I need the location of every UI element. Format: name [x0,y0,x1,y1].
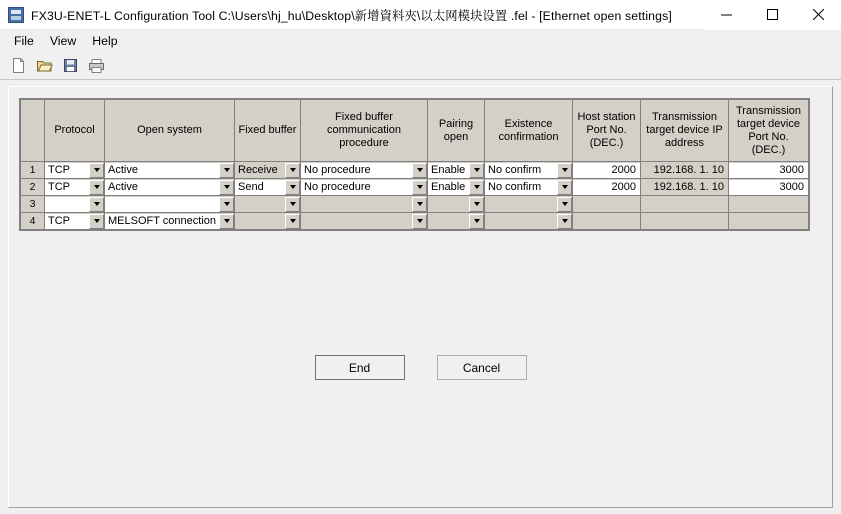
target-port-value: 3000 [779,163,804,176]
menu-item-file[interactable]: File [14,33,34,48]
chevron-down-icon[interactable] [469,214,484,229]
print-icon[interactable] [84,55,108,77]
cell-fixed-buffer[interactable] [235,179,301,196]
chevron-down-icon[interactable] [89,180,104,195]
chevron-down-icon[interactable] [469,180,484,195]
chevron-down-icon[interactable] [219,180,234,195]
client-area [0,80,841,514]
target-ip-value: 192.168. 1. 10 [653,163,724,176]
table-row [21,196,809,213]
cell-host-port[interactable] [573,196,641,213]
procedure-value: No procedure [304,163,371,176]
cell-procedure[interactable] [301,179,428,196]
header-protocol: Protocol [45,100,105,162]
ethernet-open-settings-grid [19,98,810,231]
settings-panel [8,86,833,508]
cell-target-ip[interactable] [641,213,729,230]
fixed-buffer-value: Send [238,180,264,193]
app-icon [5,4,27,26]
cell-fixed-buffer[interactable] [235,162,301,179]
save-icon[interactable] [58,55,82,77]
cell-protocol[interactable] [45,196,105,213]
chevron-down-icon[interactable] [412,197,427,212]
chevron-down-icon[interactable] [557,197,572,212]
chevron-down-icon[interactable] [285,197,300,212]
cell-existence-confirmation[interactable] [485,162,573,179]
cell-target-port[interactable] [729,196,809,213]
chevron-down-icon[interactable] [285,180,300,195]
cell-target-port[interactable] [729,213,809,230]
cell-protocol[interactable] [45,213,105,230]
cell-protocol[interactable] [45,179,105,196]
procedure-value: No procedure [304,180,371,193]
cell-protocol[interactable] [45,162,105,179]
header-pairing-open: Pairing open [428,100,485,162]
cancel-button[interactable]: Cancel [437,355,527,380]
chevron-down-icon[interactable] [219,163,234,178]
existence-value: No confirm [488,163,542,176]
chevron-down-icon[interactable] [469,197,484,212]
cell-target-port[interactable] [729,162,809,179]
menu-item-help[interactable]: Help [92,33,118,48]
table-row [21,179,809,196]
chevron-down-icon[interactable] [89,214,104,229]
cell-host-port[interactable] [573,213,641,230]
cell-pairing-open[interactable] [428,162,485,179]
open-system-value: MELSOFT connection [108,214,217,227]
chevron-down-icon[interactable] [557,214,572,229]
chevron-down-icon[interactable] [89,197,104,212]
cell-fixed-buffer[interactable] [235,213,301,230]
protocol-value: TCP [48,163,70,176]
chevron-down-icon[interactable] [412,163,427,178]
menu-item-view[interactable]: View [49,33,77,48]
end-button[interactable]: End [315,355,405,380]
row-number: 3 [21,196,45,213]
chevron-down-icon[interactable] [557,163,572,178]
header-target-port: Transmission target device Port No. (DEC.) [729,100,809,162]
cell-procedure[interactable] [301,162,428,179]
chevron-down-icon[interactable] [412,180,427,195]
header-target-ip: Transmission target device IP address [641,100,729,162]
cell-fixed-buffer[interactable] [235,196,301,213]
title-bar [0,0,841,30]
chevron-down-icon[interactable] [219,214,234,229]
cell-procedure[interactable] [301,196,428,213]
grid-header-row [21,100,809,162]
chevron-down-icon[interactable] [412,214,427,229]
chevron-down-icon[interactable] [219,197,234,212]
cell-open-system[interactable] [105,213,235,230]
header-fixed-buffer: Fixed buffer [235,100,301,162]
existence-value: No confirm [488,180,542,193]
host-port-value: 2000 [611,180,636,193]
table-row [21,162,809,179]
cell-target-port[interactable] [729,179,809,196]
row-number: 4 [21,213,45,230]
cell-open-system[interactable] [105,162,235,179]
open-system-value: Active [108,180,138,193]
cell-existence-confirmation[interactable] [485,213,573,230]
header-fixed-buffer-procedure: Fixed buffer communication procedure [301,100,428,162]
host-port-value: 2000 [611,163,636,176]
window-controls [703,0,841,30]
protocol-value: TCP [48,180,70,193]
cell-open-system[interactable] [105,179,235,196]
pairing-value: Enable [431,163,466,176]
cell-existence-confirmation[interactable] [485,179,573,196]
open-icon[interactable] [32,55,56,77]
target-ip-value: 192.168. 1. 10 [653,180,724,193]
cell-target-ip[interactable] [641,196,729,213]
row-number: 1 [21,162,45,179]
table-row [21,213,809,230]
cell-host-port[interactable] [573,162,641,179]
menu-bar [0,30,841,52]
chevron-down-icon[interactable] [285,214,300,229]
cell-target-ip[interactable] [641,162,729,179]
chevron-down-icon[interactable] [285,163,300,178]
header-open-system: Open system [105,100,235,162]
chevron-down-icon[interactable] [89,163,104,178]
dialog-button-row [9,355,832,380]
protocol-value: TCP [48,214,70,227]
pairing-value: Enable [431,180,466,193]
cell-existence-confirmation[interactable] [485,196,573,213]
cell-pairing-open[interactable] [428,196,485,213]
target-port-value: 3000 [779,180,804,193]
header-existence-confirmation: Existence confirmation [485,100,573,162]
header-rownum [21,100,45,162]
cell-pairing-open[interactable] [428,179,485,196]
cell-target-ip[interactable] [641,179,729,196]
maximize-icon[interactable] [749,0,795,30]
row-number: 2 [21,179,45,196]
cell-procedure[interactable] [301,213,428,230]
fixed-buffer-value: Receive [235,163,285,178]
close-icon[interactable] [795,0,841,30]
chevron-down-icon[interactable] [469,163,484,178]
cell-host-port[interactable] [573,179,641,196]
minimize-icon[interactable] [703,0,749,30]
open-system-value: Active [108,163,138,176]
new-icon[interactable] [6,55,30,77]
chevron-down-icon[interactable] [557,180,572,195]
header-host-port: Host station Port No. (DEC.) [573,100,641,162]
toolbar [0,52,841,80]
cell-pairing-open[interactable] [428,213,485,230]
window-title: FX3U-ENET-L Configuration Tool C:\Users\hj_hu\Desktop\新增資料夾\以太网模块设置 .fel - [Ethernet open settings] [31,8,672,23]
cell-open-system[interactable] [105,196,235,213]
